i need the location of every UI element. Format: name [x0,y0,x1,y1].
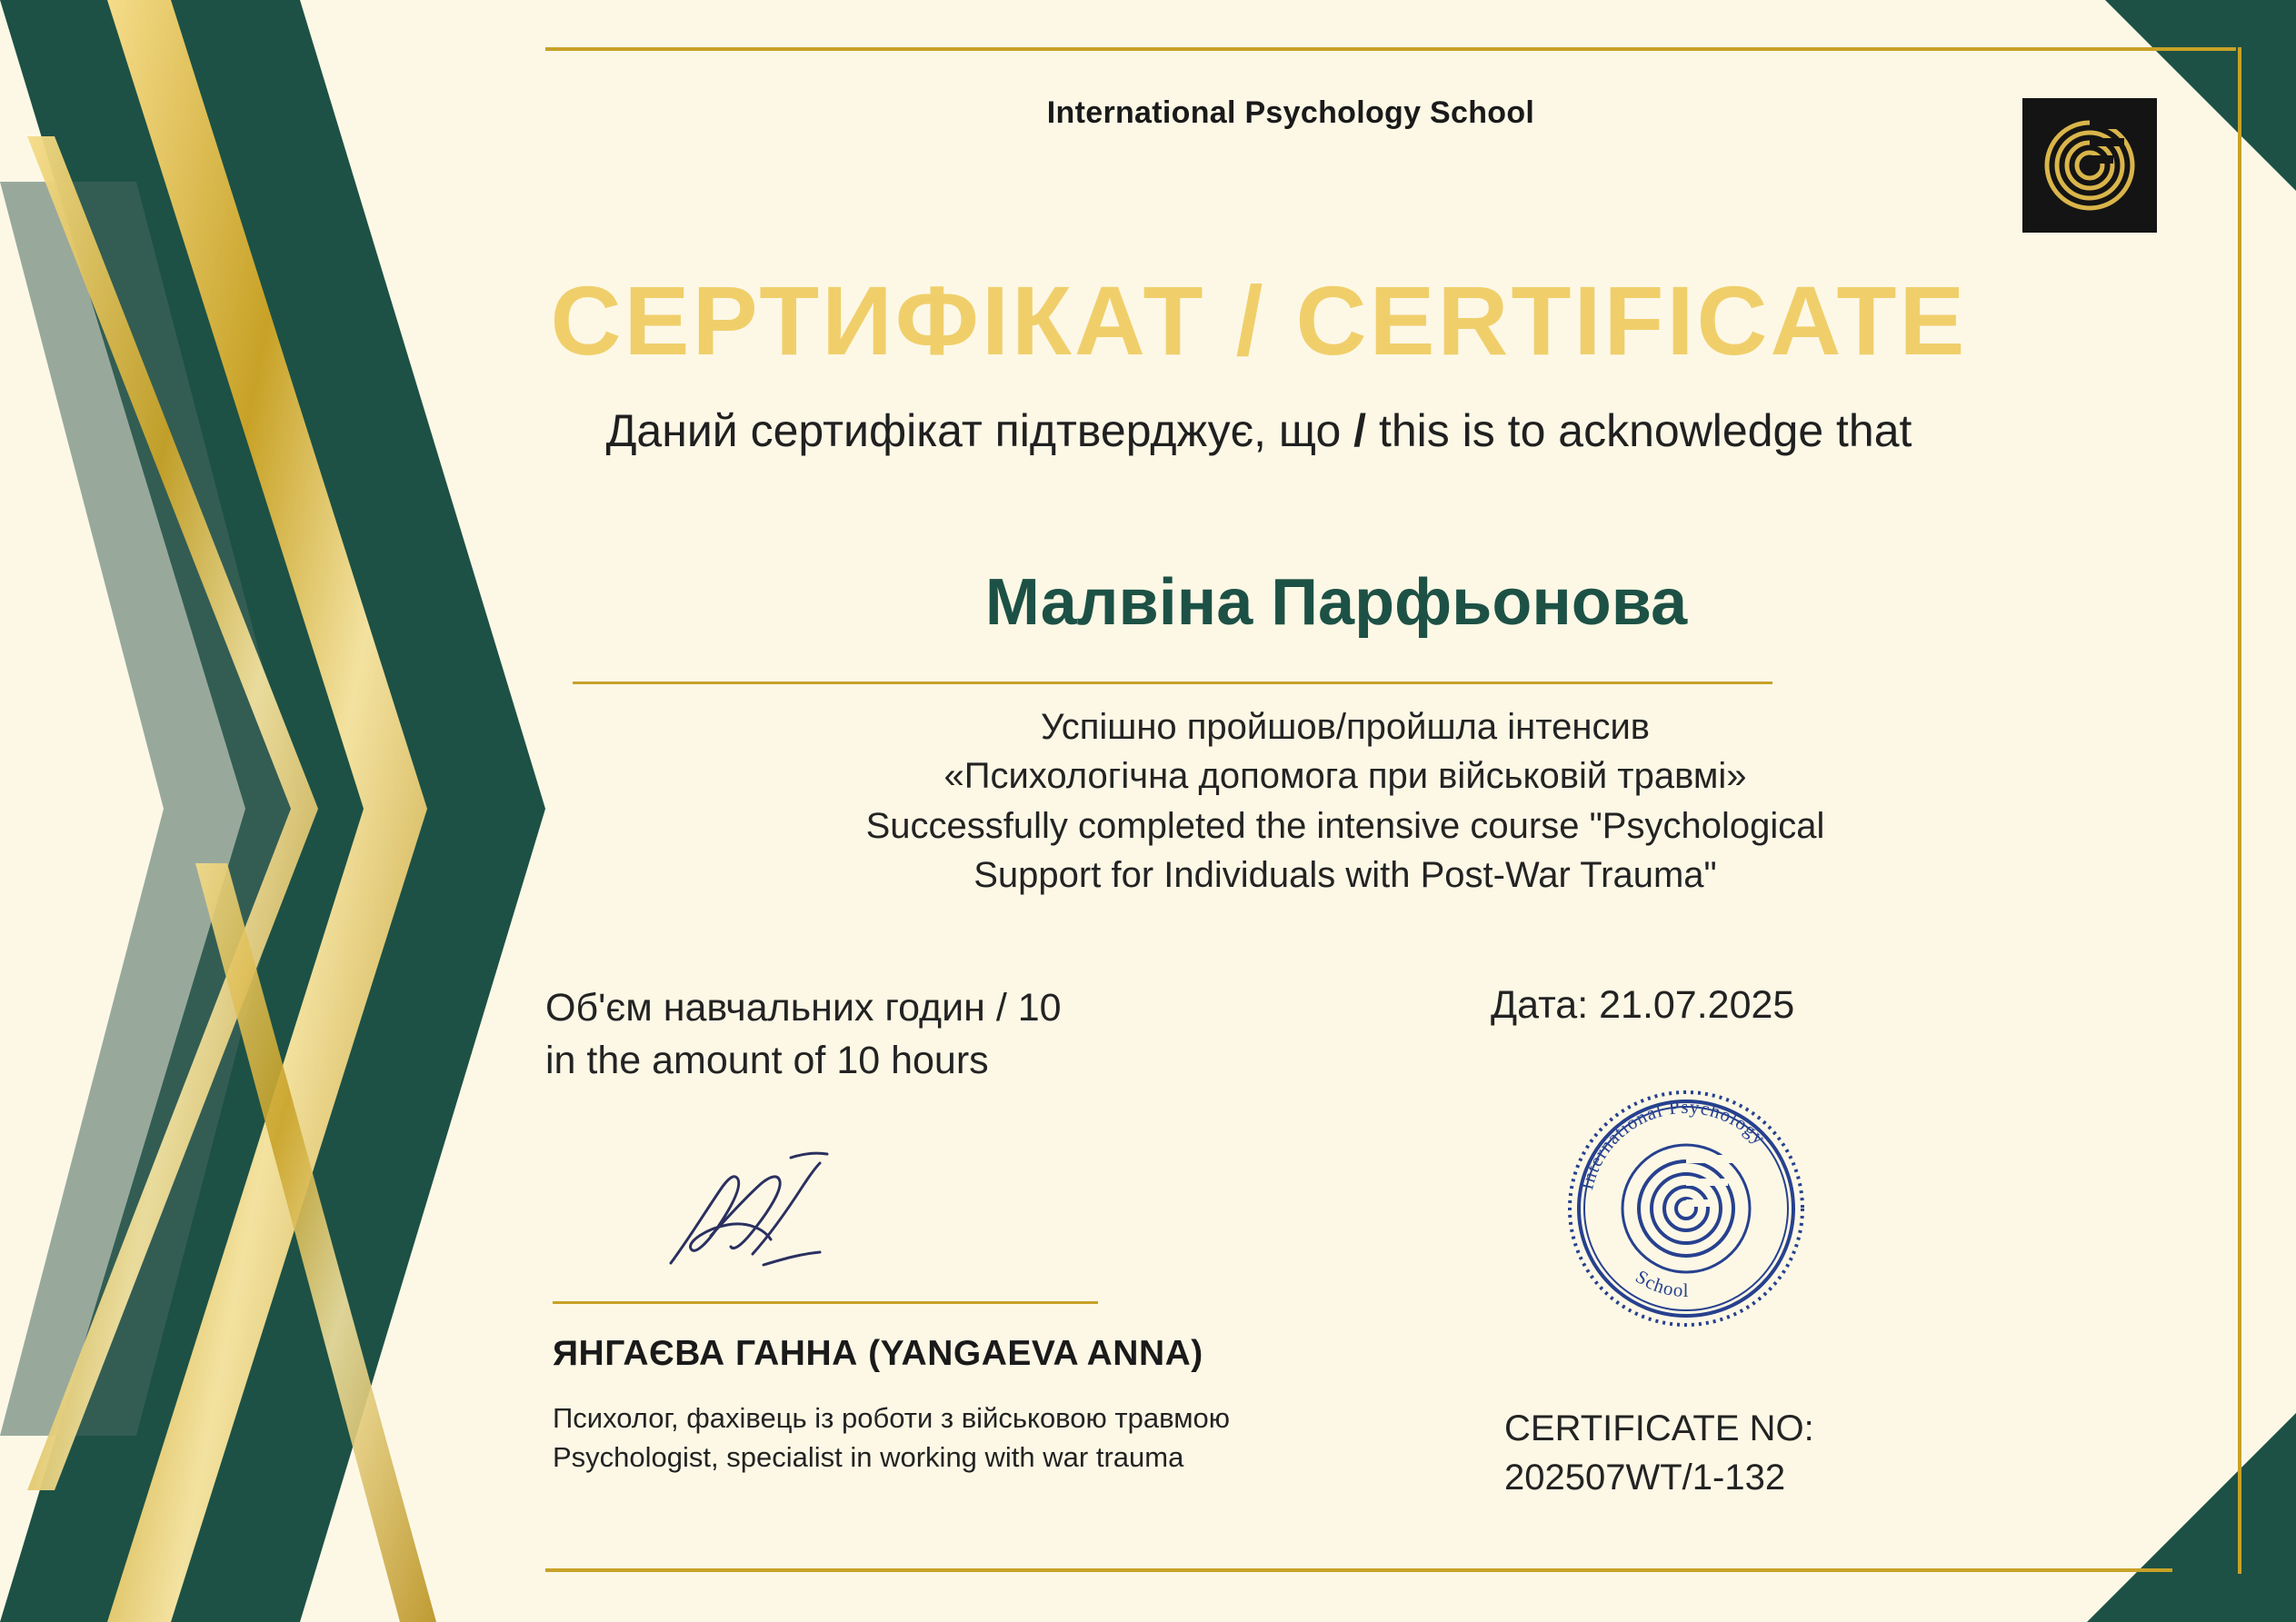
certificate-subtitle [382,404,2136,457]
certificate-number [1504,1404,1814,1502]
course-line-2: «Психологічна допомога при військовій травмі» [943,756,1747,797]
signatory-role-ukrainian: Психолог, фахівець із роботи з військовою травмою [553,1402,1231,1434]
subtitle-english: this is to acknowledge that [1378,405,1912,456]
study-hours-english: in the amount of 10 hours [545,1039,989,1083]
certificate-title: СЕРТИФІКАТ / CERTIFICATE [550,265,1968,375]
svg-text:School: School [1632,1265,1690,1302]
frame-line-top [545,47,2236,51]
issue-date: Дата: 21.07.2025 [1491,983,1795,1027]
course-description [564,704,2127,902]
certificate-number-label: CERTIFICATE NO: [1504,1408,1814,1448]
course-line-3: Successfully completed the intensive course "Psychological [865,805,1825,846]
school-name: International Psychology School [1046,95,1535,130]
subtitle-ukrainian: Даний сертифікат підтверджує, що [605,405,1342,456]
signatory-role-english: Psychologist, specialist in working with war trauma [553,1440,1184,1473]
spiral-logo-icon [2022,98,2157,233]
frame-line-bottom [545,1568,2172,1572]
certificate-number-value: 202507WT/1-132 [1504,1458,1786,1498]
frame-line-right [2238,47,2241,1574]
recipient-name: Малвіна Парфьонова [984,566,1688,639]
svg-text:International Psychology: International Psychology [1575,1095,1771,1192]
subtitle-separator: / [1353,405,1367,456]
study-hours-ukrainian: Об'єм навчальних годин / 10 [545,986,1062,1030]
course-line-1: Успішно пройшов/пройшла інтенсив [1040,707,1651,747]
round-stamp-icon [1545,1068,1827,1349]
handwritten-signature [654,1127,854,1299]
study-hours [545,981,1363,1087]
corner-triangle-bottom-right [2087,1413,2296,1622]
signature-line [553,1301,1098,1304]
recipient-underline [573,682,1772,684]
signatory-name: ЯНГАЄВА ГАННА (YANGAEVA ANNA) [553,1334,1203,1373]
course-line-4: Support for Individuals with Post-War Trauma" [973,855,1717,896]
signatory-role [553,1399,1425,1478]
